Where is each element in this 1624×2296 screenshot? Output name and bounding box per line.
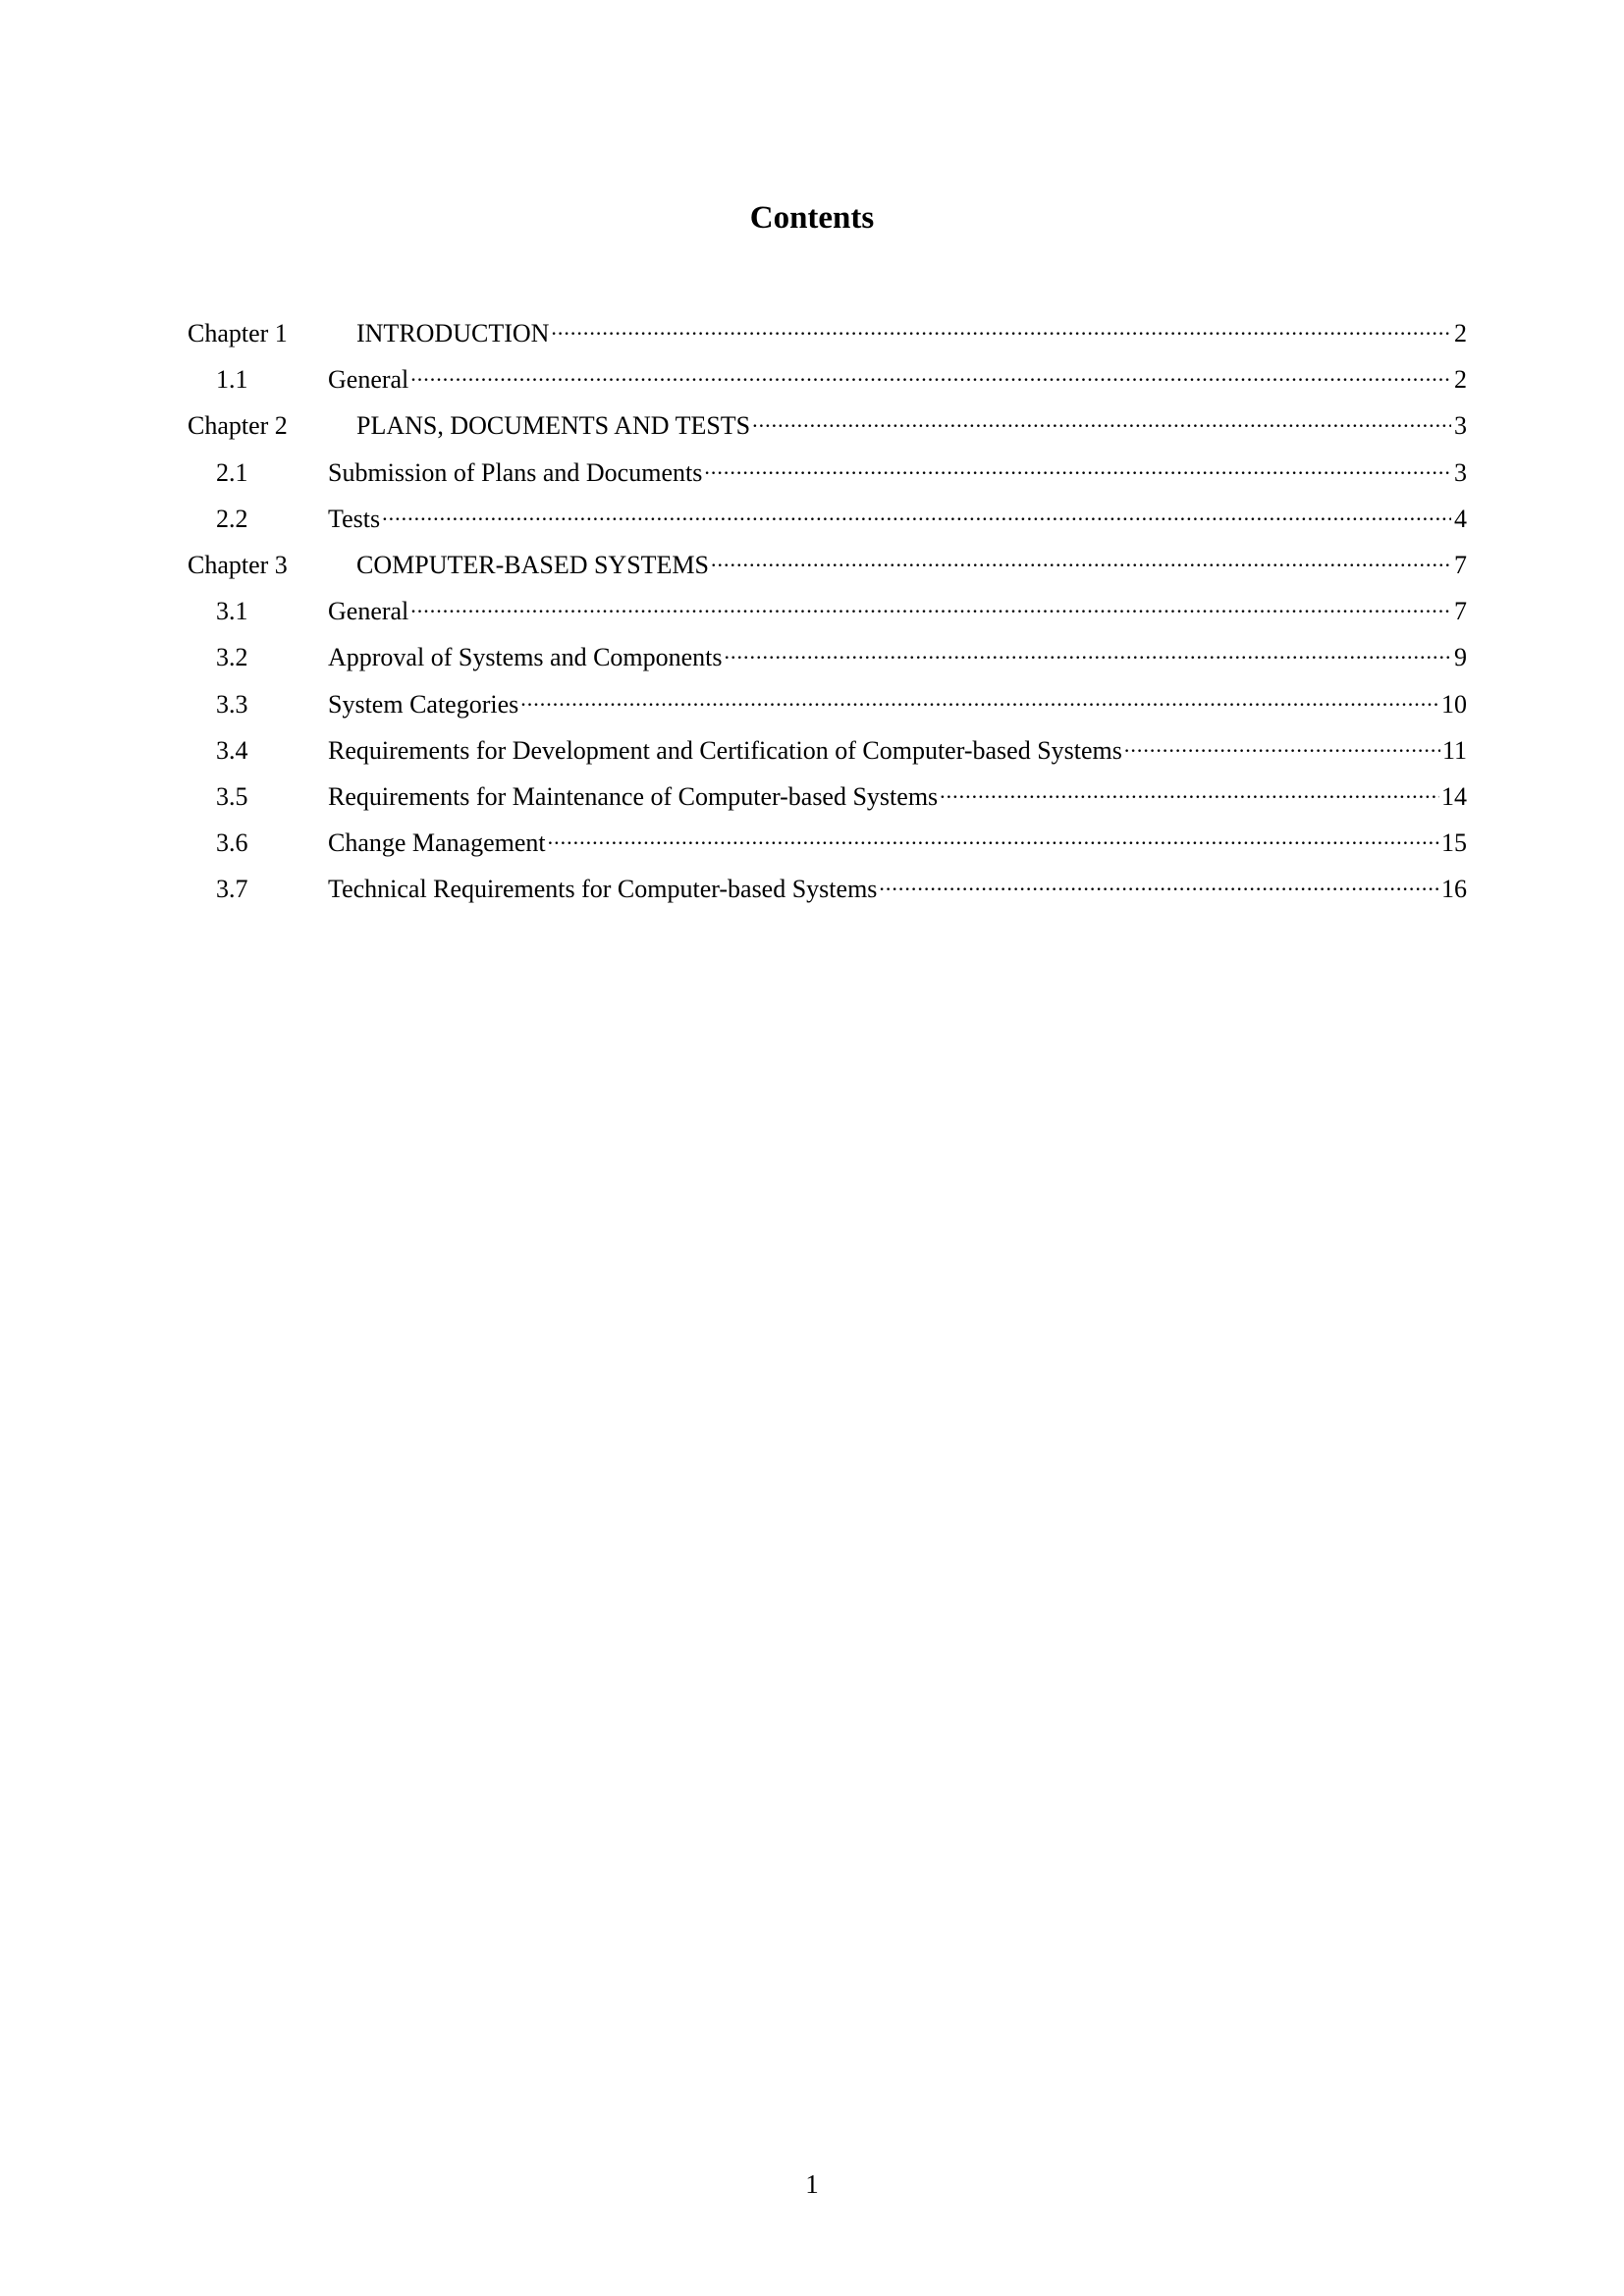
toc-dot-leader bbox=[879, 872, 1439, 897]
toc-dot-leader bbox=[940, 779, 1439, 805]
toc-entry-page: 16 bbox=[1441, 875, 1467, 904]
toc-entry-section-3-3[interactable] bbox=[188, 687, 1467, 733]
toc-entry-page: 3 bbox=[1454, 457, 1467, 487]
toc-entry-section-3-6[interactable] bbox=[188, 826, 1467, 872]
toc-entry-title: Change Management bbox=[328, 828, 546, 858]
toc-entry-title: General bbox=[328, 597, 409, 626]
toc-entry-section-3-7[interactable] bbox=[188, 872, 1467, 918]
toc-entry-number: 3.2 bbox=[216, 643, 248, 672]
toc-entry-chapter-2[interactable] bbox=[188, 408, 1467, 454]
toc-entry-section-3-5[interactable] bbox=[188, 779, 1467, 826]
toc-entry-title: Requirements for Maintenance of Computer-based Systems bbox=[328, 781, 939, 811]
toc-entry-number: 3.1 bbox=[216, 597, 248, 626]
toc-entry-title: General bbox=[328, 365, 409, 395]
toc-entry-section-1-1[interactable] bbox=[188, 362, 1467, 408]
toc-entry-page: 4 bbox=[1454, 504, 1467, 533]
toc-dot-leader bbox=[704, 455, 1451, 481]
toc-entry-page: 11 bbox=[1441, 735, 1467, 765]
toc-dot-leader bbox=[711, 548, 1451, 573]
page-title: Contents bbox=[749, 200, 875, 236]
toc-entry-section-2-1[interactable] bbox=[188, 455, 1467, 502]
toc-entry-section-3-1[interactable] bbox=[188, 594, 1467, 640]
toc-dot-leader bbox=[382, 502, 1451, 527]
toc-entry-page: 2 bbox=[1454, 365, 1467, 395]
toc-entry-number: 2.2 bbox=[216, 504, 248, 533]
toc-entry-number: Chapter 3 bbox=[188, 550, 288, 579]
toc-entry-title: Submission of Plans and Documents bbox=[328, 457, 703, 487]
toc-entry-page: 15 bbox=[1441, 828, 1467, 858]
toc-entry-number: 3.3 bbox=[216, 689, 248, 719]
toc-entry-title: Approval of Systems and Components bbox=[328, 643, 723, 672]
toc-dot-leader bbox=[551, 316, 1451, 342]
toc-entry-number: 3.4 bbox=[216, 735, 248, 765]
toc-dot-leader bbox=[752, 408, 1451, 434]
toc-entry-chapter-1[interactable] bbox=[188, 316, 1467, 362]
toc-entry-number: 3.6 bbox=[216, 828, 248, 858]
toc-entry-number: Chapter 1 bbox=[188, 319, 288, 347]
toc-entry-title: INTRODUCTION bbox=[356, 319, 550, 347]
toc-dot-leader bbox=[1124, 733, 1440, 759]
toc-entry-title: PLANS, DOCUMENTS AND TESTS bbox=[356, 411, 751, 441]
toc-entry-page: 9 bbox=[1454, 643, 1467, 672]
toc-entry-number: 1.1 bbox=[216, 365, 248, 395]
toc-entry-number: Chapter 2 bbox=[188, 411, 288, 441]
table-of-contents bbox=[188, 316, 1467, 918]
toc-dot-leader bbox=[725, 640, 1451, 666]
toc-entry-number: 3.7 bbox=[216, 875, 248, 904]
toc-entry-section-2-2[interactable] bbox=[188, 502, 1467, 548]
toc-entry-number: 3.5 bbox=[216, 781, 248, 811]
toc-entry-section-3-4[interactable] bbox=[188, 733, 1467, 779]
toc-dot-leader bbox=[548, 826, 1439, 851]
toc-dot-leader bbox=[410, 594, 1451, 619]
toc-dot-leader bbox=[520, 687, 1439, 713]
toc-entry-title: Tests bbox=[328, 504, 381, 533]
toc-entry-title: Technical Requirements for Computer-based Systems bbox=[328, 875, 878, 904]
toc-entry-page: 14 bbox=[1441, 781, 1467, 811]
toc-entry-title: COMPUTER-BASED SYSTEMS bbox=[356, 550, 710, 579]
toc-entry-title: System Categories bbox=[328, 689, 519, 719]
page-number: 1 bbox=[805, 2169, 819, 2199]
toc-entry-number: 2.1 bbox=[216, 457, 248, 487]
toc-entry-page: 10 bbox=[1441, 689, 1467, 719]
toc-entry-title: Requirements for Development and Certification of Computer-based Systems bbox=[328, 735, 1122, 765]
toc-entry-page: 7 bbox=[1454, 597, 1467, 626]
toc-entry-chapter-3[interactable] bbox=[188, 548, 1467, 594]
toc-entry-page: 7 bbox=[1454, 550, 1467, 579]
toc-entry-page: 3 bbox=[1454, 411, 1467, 441]
toc-dot-leader bbox=[410, 362, 1451, 388]
toc-entry-page: 2 bbox=[1454, 319, 1467, 347]
toc-entry-section-3-2[interactable] bbox=[188, 640, 1467, 686]
